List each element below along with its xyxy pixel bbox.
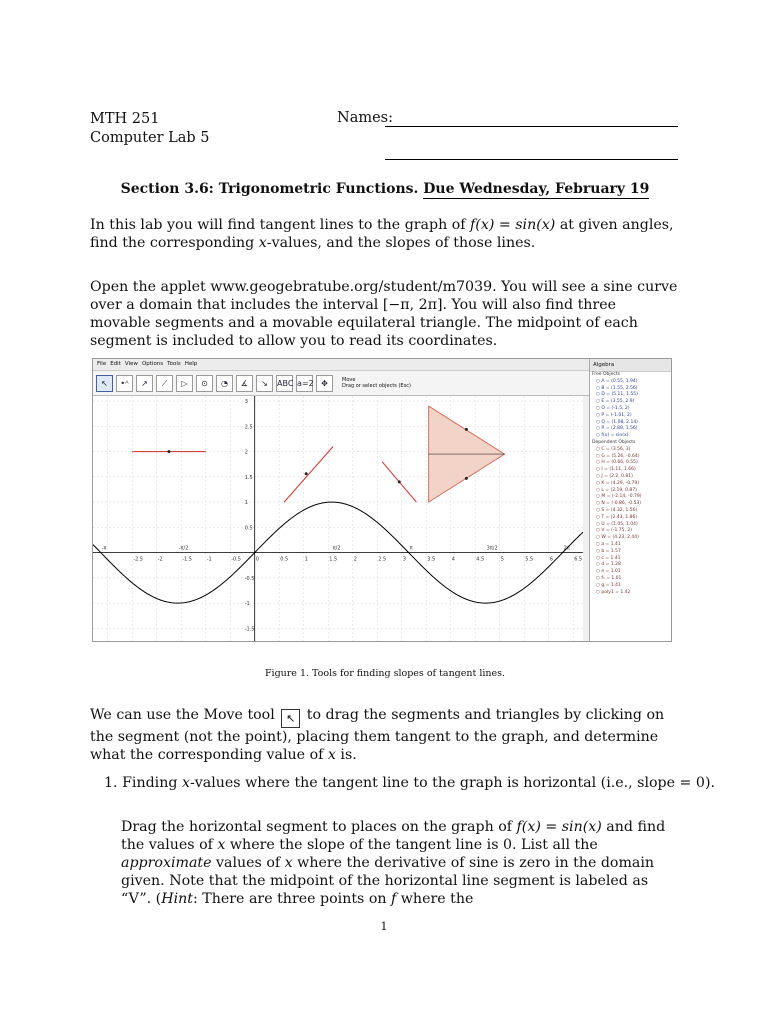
dependent-object-item[interactable]: ○ G = (5.26, -0.64) bbox=[596, 453, 640, 459]
dependent-object-item[interactable]: ○ g = 1.41 bbox=[596, 582, 621, 588]
p1-text-b: at given angles, find the corresponding bbox=[90, 217, 674, 251]
dependent-objects-heading: Dependent Objects bbox=[592, 439, 636, 445]
p1-text-c: -values, and the slopes of those lines. bbox=[266, 235, 536, 251]
x-tick-label: -0.5 bbox=[231, 556, 241, 563]
algebra-view bbox=[589, 359, 672, 641]
section-title: Section 3.6: Trigonometric Functions. bbox=[120, 181, 419, 197]
drag-text-e: where the derivative of sine is zero in the domain given. Note that the midpoint of the horizontal line segment is labeled as “V”. ( bbox=[121, 855, 655, 907]
dependent-object-item[interactable]: ○ L = (2.19, 0.87) bbox=[596, 487, 637, 493]
free-object-item[interactable]: ○ O = (-1.5, 2) bbox=[596, 405, 630, 411]
tool-button-1[interactable]: ↖ bbox=[96, 375, 113, 392]
tool-button-2[interactable]: •ᴬ bbox=[116, 375, 133, 392]
p2-text-a: Open the applet www.geogebratube.org/student/m7039. You will see a sine curve over a domain that includes the interval bbox=[90, 279, 678, 313]
free-object-item[interactable]: ○ R = (2.89, 1.56) bbox=[596, 426, 638, 432]
segment-midpoint-horizontal bbox=[167, 450, 170, 453]
move-text-c: is. bbox=[335, 747, 357, 763]
free-object-item[interactable]: ○ f(x) = sin(x) bbox=[596, 433, 629, 439]
x-tick-label: -2.5 bbox=[133, 556, 143, 563]
y-tick-label: 0.5 bbox=[244, 525, 253, 532]
names-label: Names: bbox=[337, 110, 393, 126]
tool-button-6[interactable]: ⊙ bbox=[196, 375, 213, 392]
free-object-item[interactable]: ○ A = (0.55, 1.94) bbox=[596, 378, 638, 384]
dependent-object-item[interactable]: ○ poly1 = 1.42 bbox=[596, 589, 631, 595]
menu-view[interactable]: View bbox=[124, 361, 138, 367]
section-heading bbox=[90, 181, 680, 197]
course-heading bbox=[90, 110, 210, 148]
move-text-b: to drag the segments and triangles by clicking on the segment (not the point), placing them tangent to the graph, and determine what the corresponding value of bbox=[90, 707, 665, 763]
dependent-object-item[interactable]: ○ W = (4.23, 2.44) bbox=[596, 535, 639, 541]
drag-text-c: where the slope of the tangent line is 0. List all the bbox=[225, 837, 598, 853]
dependent-object-item[interactable]: ○ H = (0.66, 0.55) bbox=[596, 460, 638, 466]
free-object-item[interactable]: ○ E = (3.55, 2.9) bbox=[596, 399, 635, 405]
p1-function: f(x) = sin(x) bbox=[470, 217, 556, 233]
lab-title: Computer Lab 5 bbox=[90, 130, 210, 146]
x-tick-label: 6.5 bbox=[574, 556, 583, 563]
page-number: 1 bbox=[380, 920, 388, 933]
algebra-title: Algebra bbox=[590, 359, 672, 372]
dependent-object-item[interactable]: ○ S = (4.32, 1.56) bbox=[596, 507, 638, 513]
drag-text-a: Drag the horizontal segment to places on the graph of bbox=[121, 819, 517, 835]
dependent-object-item[interactable]: ○ N = (-0.86, -0.53) bbox=[596, 501, 642, 507]
y-tick-label: 2.5 bbox=[244, 424, 253, 431]
x-tick-label: 3.5 bbox=[427, 556, 436, 563]
x-tick-label: π/2 bbox=[332, 545, 341, 552]
tool-button-3[interactable]: ↗ bbox=[136, 375, 153, 392]
drag-x2: x bbox=[284, 855, 293, 871]
triangle-point bbox=[465, 477, 468, 480]
intro-paragraph-1 bbox=[90, 216, 680, 252]
segment-midpoint-falling bbox=[398, 480, 401, 483]
drag-text-f: : There are three points on bbox=[192, 891, 392, 907]
free-objects-heading: Free Objects bbox=[592, 372, 620, 377]
segment-rising bbox=[284, 447, 333, 503]
x-tick-label: -2 bbox=[157, 556, 163, 563]
tool-button-8[interactable]: ∡ bbox=[236, 375, 253, 392]
tool-button-9[interactable]: ↘ bbox=[256, 375, 273, 392]
x-tick-label: 5.5 bbox=[525, 556, 534, 563]
course-code: MTH 251 bbox=[90, 111, 160, 127]
item1-text-a: Finding bbox=[122, 775, 182, 791]
dependent-object-item[interactable]: ○ T = (2.43, 1.86) bbox=[596, 514, 638, 520]
tool-button-10[interactable]: ABC bbox=[276, 375, 293, 392]
y-tick-label: 3 bbox=[244, 399, 248, 406]
p2-text-b: . You will also find three movable segments and a movable equilateral triangle. The midpoint of each segment is included to allow you to read its coordinates. bbox=[90, 297, 638, 349]
x-tick-label: -1.5 bbox=[182, 556, 192, 563]
x-tick-label: 2 bbox=[353, 556, 357, 563]
intro-paragraph-2 bbox=[90, 278, 680, 350]
free-object-item[interactable]: ○ B = (1.55, 2.56) bbox=[596, 385, 638, 391]
p2-interval: [−π, 2π] bbox=[382, 297, 443, 313]
drag-paragraph bbox=[121, 818, 679, 908]
drag-function: f(x) = sin(x) bbox=[516, 819, 602, 835]
dependent-object-item[interactable]: ○ a = 1.41 bbox=[596, 541, 621, 547]
x-tick-label: 0.5 bbox=[280, 556, 289, 563]
dependent-object-item[interactable]: ○ U = (1.05, 1.04) bbox=[596, 521, 638, 527]
x-tick-label: 2.5 bbox=[378, 556, 387, 563]
item1-text-b: -values where the tangent line to the graph is horizontal (i.e., slope = 0). bbox=[189, 775, 715, 791]
drag-hint: Hint bbox=[161, 891, 193, 907]
move-tool-icon: ↖ bbox=[281, 709, 300, 728]
x-tick-label: 0 bbox=[255, 556, 259, 563]
free-object-item[interactable]: ○ Q = (1.08, 2.14) bbox=[596, 419, 638, 425]
x-tick-label: 5 bbox=[500, 556, 504, 563]
item1-x: x bbox=[181, 775, 190, 791]
dependent-object-item[interactable]: ○ J = (2.2, 0.81) bbox=[596, 473, 633, 479]
y-tick-label: -1 bbox=[244, 601, 250, 608]
y-tick-label: 2 bbox=[244, 449, 248, 456]
dependent-object-item[interactable]: ○ K = (4.29, -0.79) bbox=[596, 480, 639, 486]
tool-button-5[interactable]: ▷ bbox=[176, 375, 193, 392]
x-tick-label: 2π bbox=[563, 545, 570, 552]
free-object-item[interactable]: ○ P = (-1.01, 2) bbox=[596, 412, 632, 418]
x-tick-label: 1.5 bbox=[329, 556, 338, 563]
drag-x: x bbox=[217, 837, 226, 853]
triangle-point bbox=[465, 428, 468, 431]
tool-button-12[interactable]: ✥ bbox=[316, 375, 333, 392]
tool-button-11[interactable]: a=2 bbox=[296, 375, 313, 392]
y-tick-label: 1.5 bbox=[244, 474, 253, 481]
dependent-object-item[interactable]: ○ I = (1.11, 1.66) bbox=[596, 467, 636, 473]
x-tick-label: 3 bbox=[402, 556, 406, 563]
x-tick-label: -π/2 bbox=[178, 545, 189, 552]
x-tick-label: -π bbox=[101, 545, 107, 552]
geogebra-figure bbox=[92, 358, 672, 642]
tool-hint: Drag or select objects (Esc) bbox=[342, 383, 411, 389]
drag-f-var: f bbox=[391, 891, 397, 907]
menu-file[interactable]: File bbox=[97, 361, 107, 367]
drag-approximate: approximate bbox=[121, 855, 212, 871]
x-tick-label: 4.5 bbox=[476, 556, 485, 563]
x-tick-label: π bbox=[409, 545, 413, 552]
menu-edit[interactable]: Edit bbox=[110, 361, 121, 367]
x-tick-label: 3π/2 bbox=[486, 545, 498, 552]
item-number: 1. bbox=[104, 775, 118, 791]
dependent-object-item[interactable]: ○ M = (-2.14, -0.79) bbox=[596, 494, 642, 500]
dependent-object-item[interactable]: ○ e = 1.01 bbox=[596, 569, 621, 575]
y-tick-label: -1.5 bbox=[244, 626, 255, 633]
geogebra-menubar bbox=[93, 359, 671, 371]
dependent-object-item[interactable]: ○ d = 1.28 bbox=[596, 562, 621, 568]
drag-text-d: values of bbox=[211, 855, 285, 871]
dependent-object-item[interactable]: ○ f₁ = 1.01 bbox=[596, 575, 622, 581]
names-line-1[interactable] bbox=[385, 126, 678, 127]
y-tick-label: -0.5 bbox=[244, 575, 255, 582]
menu-tools[interactable]: Tools bbox=[167, 361, 181, 367]
tool-title: Move bbox=[342, 377, 356, 383]
tool-description bbox=[342, 377, 411, 389]
p1-text-a: In this lab you will find tangent lines to the graph of bbox=[90, 217, 471, 233]
dependent-object-item[interactable]: ○ C = (3.56, 3) bbox=[596, 446, 631, 452]
names-line-2[interactable] bbox=[385, 159, 678, 160]
figure-caption: Figure 1. Tools for finding slopes of tangent lines. bbox=[264, 668, 506, 679]
graphics-view[interactable] bbox=[93, 396, 583, 641]
segment-midpoint-rising bbox=[305, 472, 308, 475]
p1-x: x bbox=[258, 235, 267, 251]
move-tool-paragraph bbox=[90, 706, 680, 764]
dependent-object-item[interactable]: ○ c = 1.41 bbox=[596, 555, 621, 561]
free-object-item[interactable]: ○ D = (5.11, 1.55) bbox=[596, 392, 638, 398]
list-item-1 bbox=[104, 775, 715, 791]
x-tick-label: 1 bbox=[304, 556, 308, 563]
x-tick-label: -1 bbox=[206, 556, 212, 563]
drag-text-g: where the bbox=[396, 891, 474, 907]
move-text-a: We can use the Move tool bbox=[90, 707, 275, 723]
menu-options[interactable]: Options bbox=[141, 361, 164, 367]
tool-button-4[interactable]: ⟋ bbox=[156, 375, 173, 392]
drag-text-b: and find the values of bbox=[121, 819, 666, 853]
tool-button-7[interactable]: ◔ bbox=[216, 375, 233, 392]
dependent-object-item[interactable]: ○ b = 1.57 bbox=[596, 548, 621, 554]
due-date: Due Wednesday, February 19 bbox=[423, 181, 650, 197]
move-x: x bbox=[327, 747, 336, 763]
menu-help[interactable]: Help bbox=[184, 361, 198, 367]
x-tick-label: 4 bbox=[451, 556, 455, 563]
y-tick-label: 1 bbox=[244, 500, 248, 507]
geogebra-toolbar bbox=[93, 371, 671, 396]
dependent-object-item[interactable]: ○ V = (-1.75, 2) bbox=[596, 528, 632, 534]
x-tick-label: 6 bbox=[549, 556, 553, 563]
